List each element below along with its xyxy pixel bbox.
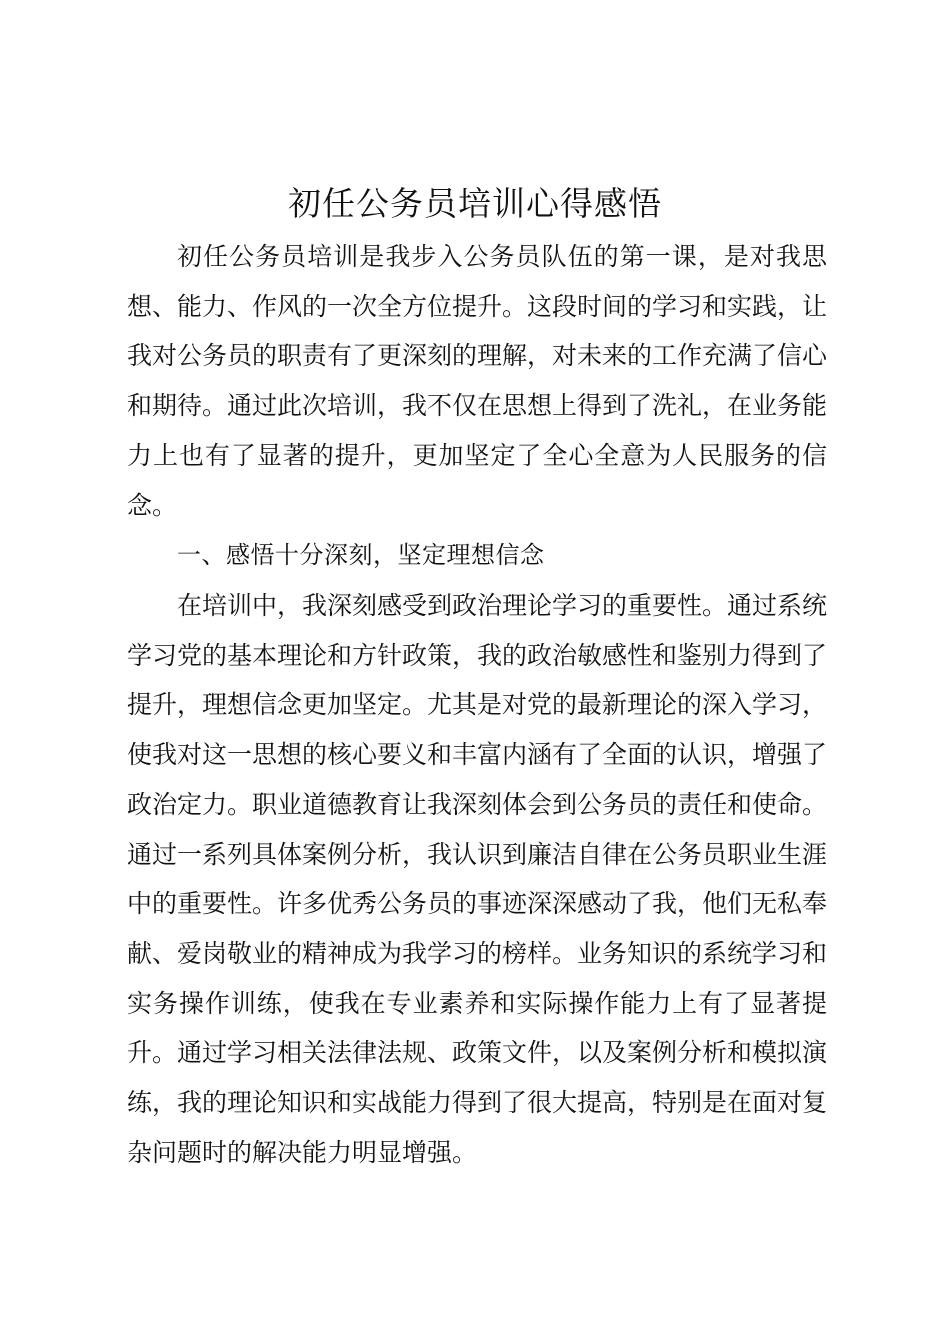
section-paragraph: 在培训中，我深刻感受到政治理论学习的重要性。通过系统学习党的基本理论和方针政策，我的政治敏感性和鉴别力得到了提升，理想信念更加坚定。尤其是对党的最新理论的深入学习，使我对这一思想的核心要义和丰富内涵有了全面的认识，增强了政治定力。职业道德教育让我深刻体会到公务员的责任和使命。通过一系列具体案例分析，我认识到廉洁自律在公务员职业生涯中的重要性。许多优秀公务员的事迹深深感动了我，他们无私奉献、爱岗敬业的精神成为我学习的榜样。业务知识的系统学习和实务操作训练，使我在专业素养和实际操作能力上有了显著提升。通过学习相关法律法规、政策文件，以及案例分析和模拟演练，我的理论知识和实战能力得到了很大提高，特别是在面对复杂问题时的解决能力明显增强。	[127, 591, 828, 1167]
intro-paragraph: 初任公务员培训是我步入公务员队伍的第一课，是对我思想、能力、作风的一次全方位提升。这段时间的学习和实践，让我对公务员的职责有了更深刻的理解，对未来的工作充满了信心和期待。通过此次培训，我不仅在思想上得到了洗礼，在业务能力上也有了显著的提升，更加坚定了全心全意为人民服务的信念。	[127, 242, 828, 520]
document-title: 初任公务员培训心得感悟	[288, 184, 662, 223]
section-heading: 一、感悟十分深刻，坚定理想信念	[177, 541, 545, 569]
